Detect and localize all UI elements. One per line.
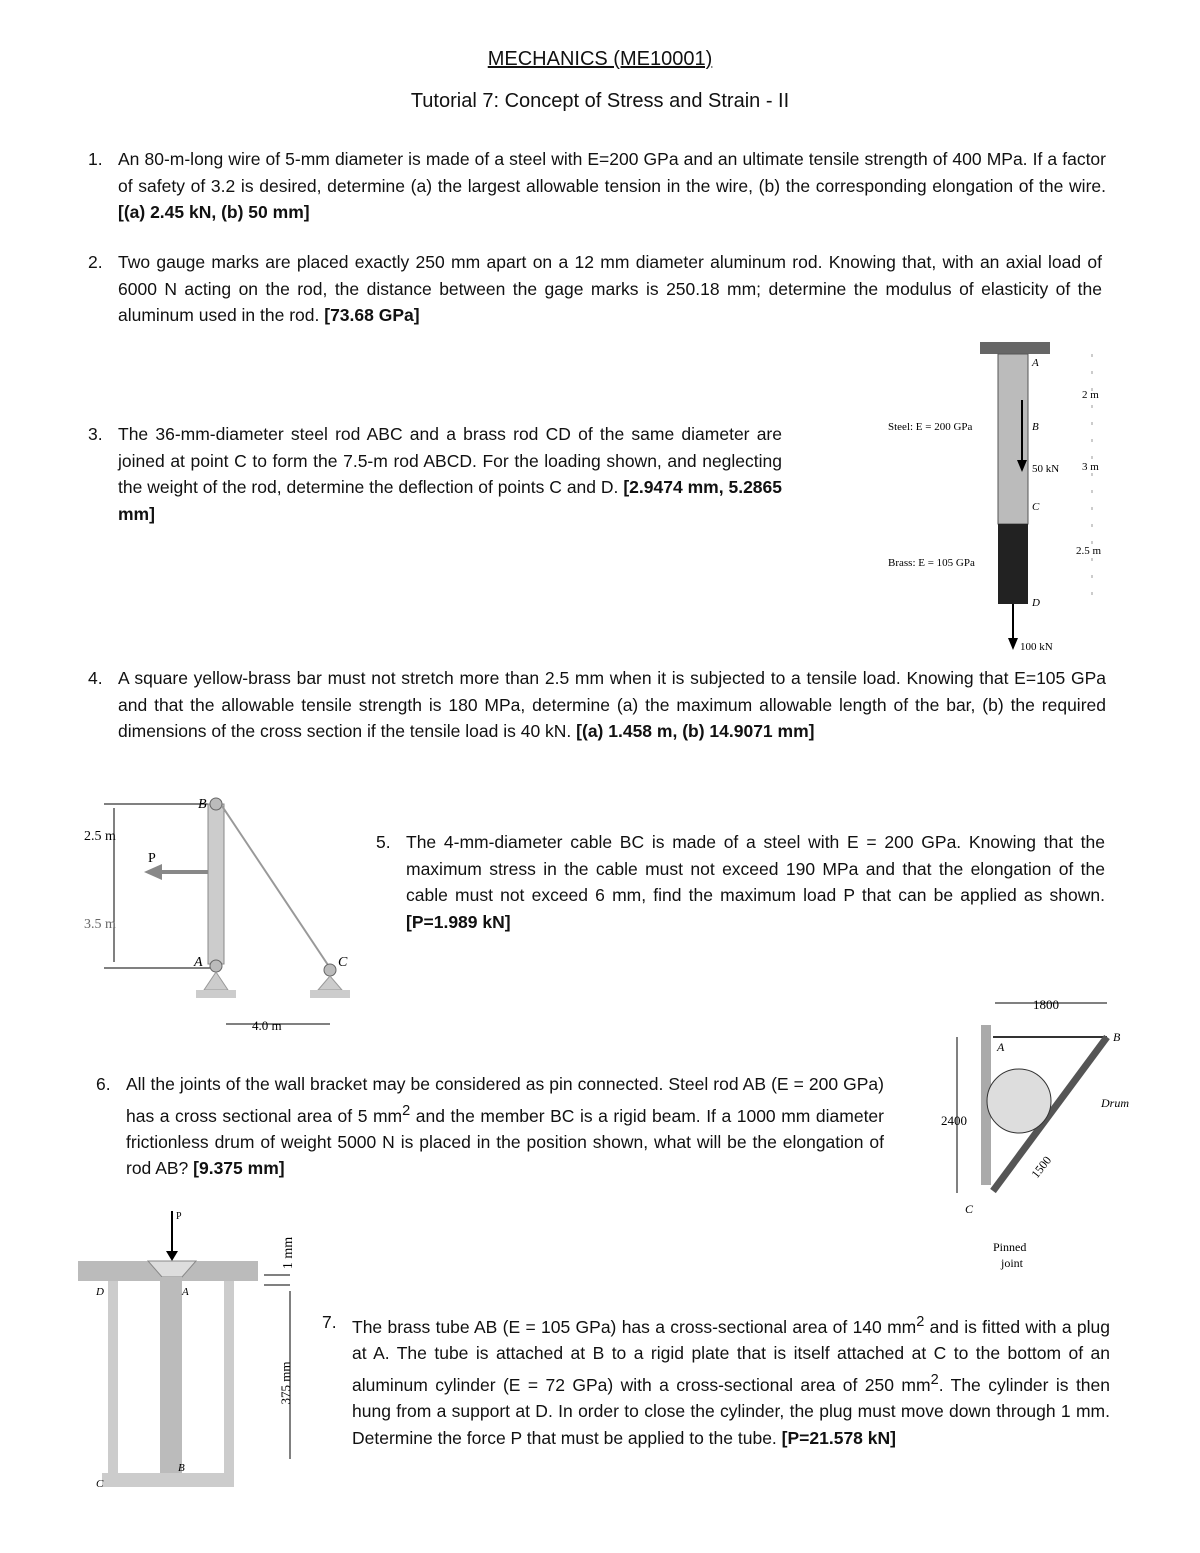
label-a: A	[182, 1286, 189, 1298]
figure-5-cable-frame	[80, 790, 370, 1045]
label-p: P	[148, 851, 156, 866]
brass-label: Brass: E = 105 GPa	[888, 557, 975, 569]
question-1: 1. An 80-m-long wire of 5-mm diameter is made of a steel with E=200 GPa and an ultimate tensile strength of 400 MPa. If a factor of safety of 3.2 is desired, determine (a) the largest allowable tension in the wire, (b) the corresponding elongation of the wire. [(a) 2.45 kN, (b) 50 mm]	[88, 149, 1106, 222]
label-a: A	[1032, 357, 1039, 369]
label-p: P	[176, 1211, 182, 1222]
steel-label: Steel: E = 200 GPa	[888, 421, 973, 433]
label-c: C	[965, 1202, 974, 1216]
label-b: B	[1113, 1030, 1121, 1044]
question-7-text-b: and is fitted with a plug at A. The tube is attached at B to a rigid plate that is itself attached at C to the bottom of an aluminum cylinder (E = 72 GPa) with a cross-sectional area of 250 mm	[352, 1316, 1110, 1395]
label-d: D	[96, 1286, 104, 1298]
label-a: A	[997, 1040, 1005, 1054]
dim-2m: 2 m	[1082, 389, 1099, 401]
tutorial-title: Tutorial 7: Concept of Stress and Strain - II	[410, 90, 790, 112]
label-c: C	[338, 955, 348, 970]
question-2-text: Two gauge marks are placed exactly 250 mm apart on a 12 mm diameter aluminum rod. Knowing that, with an axial load of 6000 N acting on the rod, the distance between the gage marks is 250.18 mm; determine the modulus of elasticity of the aluminum used in the rod.	[118, 252, 1102, 325]
figure-3-rod-abcd	[880, 340, 1120, 660]
joint-label: joint	[1001, 1256, 1024, 1270]
question-7-text-a: The brass tube AB (E = 105 GPa) has a cross-sectional area of 140 mm	[352, 1316, 917, 1337]
question-5-answer: [P=1.989 kN]	[406, 911, 511, 932]
question-5-text: The 4-mm-diameter cable BC is made of a steel with E = 200 GPa. Knowing that the maximum stress in the cable must not exceed 190 MPa and that the elongation of the cable must not exceed 6 mm, find the maximum load P that can be applied as shown.	[406, 832, 1105, 905]
load-arrow-p	[166, 1251, 178, 1261]
question-6-text-a: All the joints of the wall bracket may be considered as pin connected. Steel rod AB (E = 200 GPa) has a cross sectional area of 5 mm	[126, 1074, 884, 1126]
figure-7-brass-tube	[78, 1205, 318, 1495]
tube-ab	[160, 1277, 182, 1473]
question-6-answer: [9.375 mm]	[193, 1158, 285, 1179]
label-a: A	[194, 955, 203, 970]
dim-3m: 3 m	[1082, 461, 1099, 473]
dim-2-5m: 2.5 m	[1076, 545, 1102, 557]
course-title: MECHANICS (ME10001)	[487, 48, 713, 70]
question-2: 2. Two gauge marks are placed exactly 250 mm apart on a 12 mm diameter aluminum rod. Knowing that, with an axial load of 6000 N acting on the rod, the distance between the gage marks is 250.18 mm; determine the modulus of elasticity of the aluminum used in the rod. [73.68 GPa]	[88, 252, 1102, 325]
dim-4m: 4.0 m	[252, 1018, 282, 1033]
dim-3-5m: 3.5 m	[84, 917, 116, 932]
question-6: 6. All the joints of the wall bracket may be considered as pin connected. Steel rod AB (E = 200 GPa) has a cross sectional area of 5 $mm^2$ and the member BC is a rigid beam. If a 1000 mm diameter frictionless drum of weight 5000 N is placed in the position shown, what will be the elongation of rod AB? [9.375 mm]	[96, 1074, 884, 1179]
post-ab	[208, 804, 224, 964]
label-b: B	[178, 1462, 185, 1474]
question-7-answer: [P=21.578 kN]	[781, 1427, 896, 1448]
load-d-label: 100 kN	[1020, 641, 1053, 653]
dim-375mm: 375 mm	[278, 1361, 293, 1405]
pinned-label: Pinned	[993, 1240, 1027, 1254]
drum-label: Drum	[1101, 1096, 1130, 1110]
drum	[987, 1069, 1051, 1133]
question-2-answer: [73.68 GPa]	[324, 305, 420, 325]
label-b: B	[198, 797, 207, 812]
question-3-text: The 36-mm-diameter steel rod ABC and a brass rod CD of the same diameter are joined at point C to form the 7.5-m rod ABCD. For the loading shown, and neglecting the weight of the rod, determine the deflection of points C and D.	[118, 424, 782, 497]
question-6-text-b: and the member BC is a rigid beam. If a 1000 mm diameter frictionless drum of weight 5000 N is placed in the position shown, what will be the elongation of rod AB?	[126, 1105, 884, 1179]
cable-bc	[222, 806, 330, 968]
cylinder-wall-right	[224, 1281, 234, 1481]
question-4-text: A square yellow-brass bar must not stretch more than 2.5 mm when it is subjected to a tensile load. Knowing that E=105 GPa and that the allowable tensile strength is 180 MPa, determine (a) the maximum allowable length of the bar, (b) the required dimensions of the cross section if the tensile load is 40 kN.	[118, 668, 1106, 741]
question-4: 4. A square yellow-brass bar must not stretch more than 2.5 mm when it is subjected to a tensile load. Knowing that E=105 GPa and that the allowable tensile strength is 180 MPa, determine (a) the maximum allowable length of the bar, (b) the required dimensions of the cross section if the tensile load is 40 kN. [(a) 1.458 m, (b) 14.9071 mm]	[88, 668, 1106, 741]
label-b: B	[1032, 421, 1039, 433]
question-7-text-c: . The cylinder is then hung from a support at D. In order to close the cylinder, the plug must move down through 1 mm. Determine the force P that must be applied to the tube.	[352, 1374, 1111, 1448]
label-c: C	[1032, 501, 1040, 513]
top-support	[980, 342, 1050, 354]
question-1-text: An 80-m-long wire of 5-mm diameter is made of a steel with E=200 GPa and an ultimate tensile strength of 400 MPa. If a factor of safety of 3.2 is desired, determine (a) the largest allowable tension in the wire, (b) the corresponding elongation of the wire.	[118, 149, 1106, 196]
cylinder-wall-left	[108, 1281, 118, 1481]
dim-2-5m: 2.5 m	[84, 829, 116, 844]
load-arrow-p	[144, 864, 162, 880]
bottom-plate	[102, 1473, 234, 1487]
question-5: 5. The 4-mm-diameter cable BC is made of a steel with E = 200 GPa. Knowing that the maximum stress in the cable must not exceed 190 MPa and that the elongation of the cable must not exceed 6 mm, find the maximum load P that can be applied as shown. [P=1.989 kN]	[376, 832, 1105, 932]
question-3: 3. The 36-mm-diameter steel rod ABC and a brass rod CD of the same diameter are joined at point C to form the 7.5-m rod ABCD. For the loading shown, and neglecting the weight of the rod, determine the deflection of points C and D. [2.9474 mm, 5.2865 mm]	[88, 424, 782, 524]
label-c: C	[96, 1478, 104, 1490]
load-b-label: 50 kN	[1032, 463, 1060, 475]
question-7: 7. The brass tube AB (E = 105 GPa) has a cross-sectional area of 140 $mm^2$ and is fitted with a plug at A. The tube is attached at B to a rigid plate that is itself attached at C to the bottom of an aluminum cylinder (E = 72 GPa) with a cross-sectional area of 250 $mm^2$. The cylinder is then hung from a support at D. In order to close the cylinder, the plug must move down through 1 mm. Determine the force P that must be applied to the tube. [P=21.578 kN]	[322, 1312, 1111, 1448]
load-arrow-d	[1008, 638, 1018, 650]
dim-1800: 1800	[1033, 997, 1059, 1012]
brass-rod	[998, 524, 1028, 604]
label-d: D	[1032, 597, 1040, 609]
dim-1500: 1500	[1028, 1153, 1055, 1181]
figure-6-wall-bracket	[935, 985, 1155, 1275]
question-3-answer: [2.9474 mm, 5.2865 mm]	[118, 477, 782, 524]
question-4-answer: [(a) 1.458 m, (b) 14.9071 mm]	[576, 721, 815, 741]
dim-1mm: 1 mm	[281, 1236, 296, 1270]
question-1-answer: [(a) 2.45 kN, (b) 50 mm]	[118, 202, 310, 222]
dim-2400: 2400	[941, 1113, 967, 1128]
steel-rod	[998, 354, 1028, 524]
